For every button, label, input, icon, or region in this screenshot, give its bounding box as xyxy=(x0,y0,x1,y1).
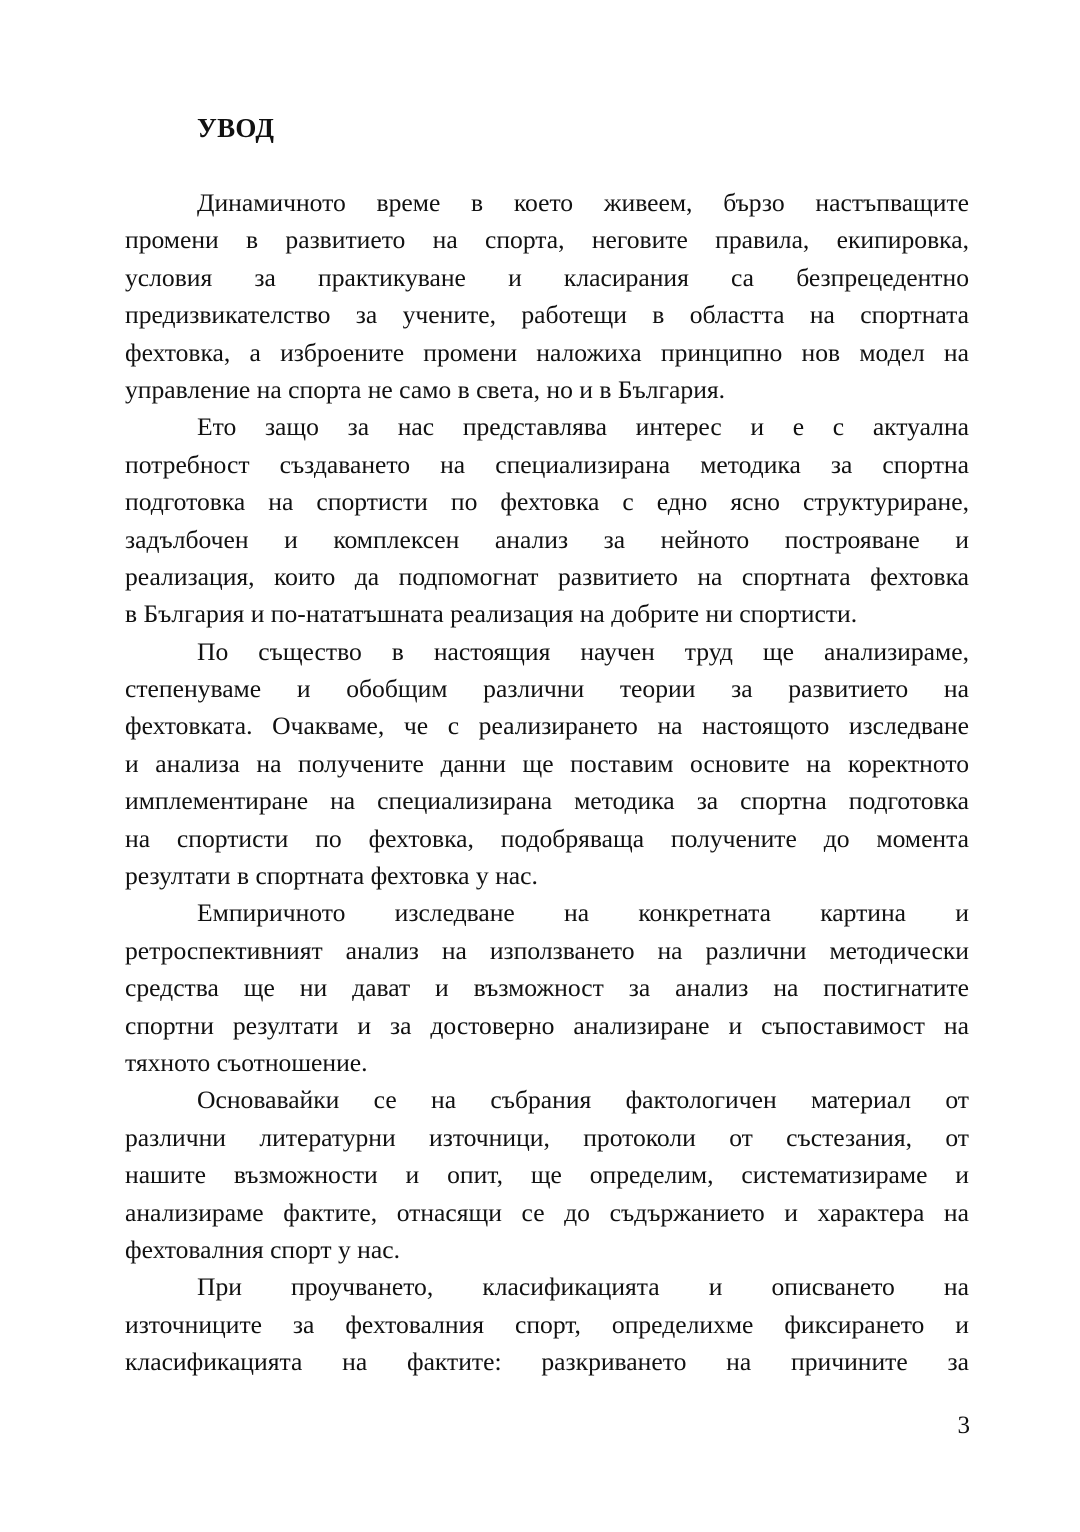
text-line: средства ще ни дават и възможност за анализ на постигнатите xyxy=(125,973,969,1003)
text-line: резултати в спортната фехтовка у нас. xyxy=(125,861,538,891)
text-line: различни литературни източници, протоколи от състезания, от xyxy=(125,1122,969,1152)
text-line: спортни резултати и за достоверно анализиране и съпоставимост на xyxy=(125,1010,969,1040)
text-line: предизвикателство за учените, работещи в областта на спортната xyxy=(125,300,969,330)
text-line: По същество в настоящия научен труд ще анализираме, xyxy=(197,636,969,666)
text-line: При проучването, класификацията и описването на xyxy=(197,1272,969,1302)
text-line: Динамичното време в което живеем, бързо настъпващите xyxy=(197,188,969,217)
text-line: тяхното съотношение. xyxy=(125,1047,368,1077)
text-line: фехтовката. Очакваме, че с реализирането на настоящото изследване xyxy=(125,711,969,741)
text-line: анализираме фактите, отнасящи се до съдържанието и характера на xyxy=(125,1197,969,1227)
text-line: нашите възможности и опит, ще определим, систематизираме и xyxy=(125,1160,969,1190)
text-line: Ето защо за нас представлява интерес и е с актуална xyxy=(197,412,969,442)
paragraph xyxy=(125,408,969,632)
paragraph xyxy=(125,1268,969,1380)
text-line: фехтовалния спорт у нас. xyxy=(125,1234,400,1264)
text-line: в България и по-нататъшната реализация на добрите ни спортисти. xyxy=(125,599,858,629)
text-line: управление на спорта не само в света, но и в България. xyxy=(125,374,726,404)
text-line: промени в развитието на спорта, неговите правила, екипировка, xyxy=(125,225,969,255)
text-line: имплементиране на специализирана методика за спортна подготовка xyxy=(125,786,969,816)
text-line: ретроспективният анализ на използването на различни методически xyxy=(125,935,969,965)
text-line: степенуваме и обобщим различни теории за развитието на xyxy=(125,674,969,704)
text-line: фехтовка, а изброените промени наложиха принципно нов модел на xyxy=(125,337,969,367)
text-line: източниците за фехтовалния спорт, определихме фиксирането и xyxy=(125,1309,969,1339)
text-line: условия за практикуване и класирания са безпрецедентно xyxy=(125,262,969,292)
text-line: потребност създаването на специализирана методика за спортна xyxy=(125,449,969,479)
text-line: задълбочен и комплексен анализ за нейното построяване и xyxy=(125,524,969,554)
text-line: подготовка на спортисти по фехтовка с едно ясно структуриране, xyxy=(125,487,969,517)
text-line: Основавайки се на събрания фактологичен материал от xyxy=(197,1085,969,1115)
text-line: на спортисти по фехтовка, подобряваща получените до момента xyxy=(125,823,969,853)
page-number: 3 xyxy=(957,1412,970,1439)
text-line: и анализа на получените данни ще поставим основите на коректното xyxy=(125,748,969,778)
text-line: реализация, които да подпомогнат развитието на спортната фехтовка xyxy=(125,561,969,591)
section-heading: УВОД xyxy=(197,113,275,143)
paragraph xyxy=(125,184,969,408)
paragraph xyxy=(125,633,969,895)
text-line: Емпиричното изследване на конкретната картина и xyxy=(197,898,969,928)
paragraph xyxy=(125,1081,969,1268)
body-text xyxy=(125,184,969,1381)
paragraph xyxy=(125,894,969,1081)
text-line: класификацията на фактите: разкриването на причините за xyxy=(125,1347,969,1377)
